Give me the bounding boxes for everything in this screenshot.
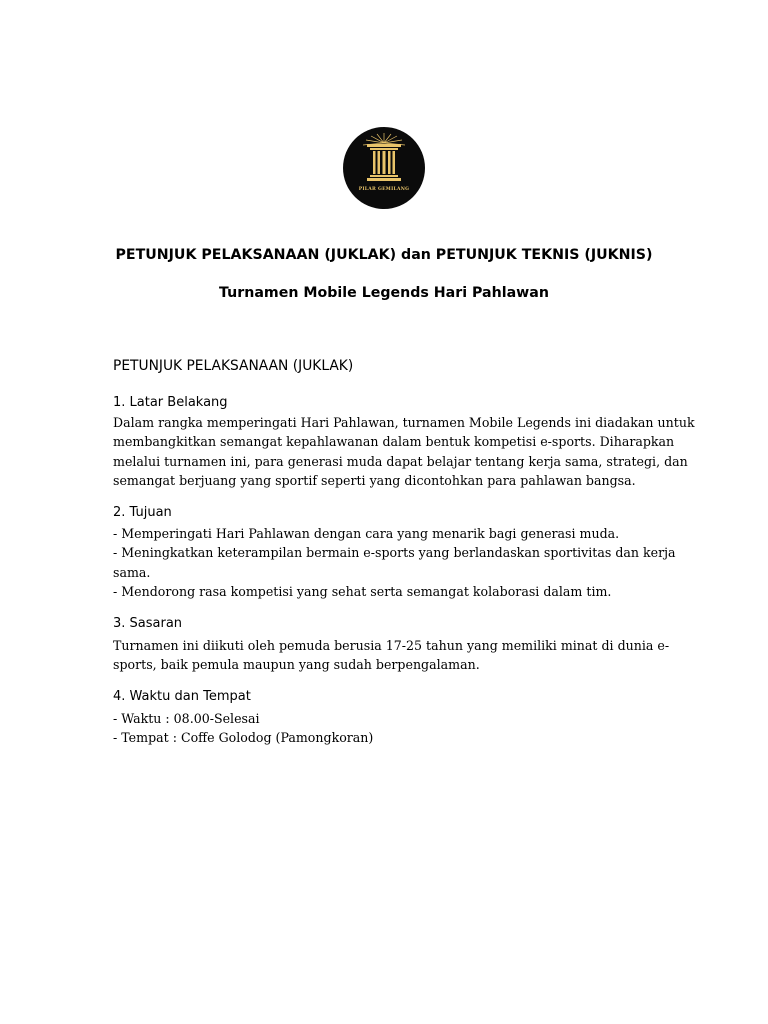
text-line: Dalam rangka memperingati Hari Pahlawan, turnamen Mobile Legends ini diadakan untuk [113, 415, 695, 430]
logo-text: PILAR GEMILANG [358, 187, 410, 192]
list-waktu-tempat [113, 709, 643, 748]
logo [343, 127, 425, 209]
text-line: - Waktu : 08.00-Selesai [113, 711, 260, 726]
text-line: membangkitkan semangat kepahlawanan dalam bentuk kompetisi e-sports. Diharapkan [113, 434, 675, 450]
document-title: PETUNJUK PELAKSANAAN (JUKLAK) dan PETUNJUK TEKNIS (JUKNIS) [115, 247, 653, 263]
text-line: sports, baik pemula maupun yang sudah berpengalaman. [113, 657, 480, 673]
text-line: melalui turnamen ini, para generasi muda dapat belajar tentang kerja sama, strategi, dan [113, 453, 688, 469]
list-tujuan [113, 524, 676, 602]
document-subtitle: Turnamen Mobile Legends Hari Pahlawan [219, 285, 549, 301]
section-heading: PETUNJUK PELAKSANAAN (JUKLAK) [113, 358, 354, 374]
heading-latar-belakang: 1. Latar Belakang [113, 395, 228, 410]
text-line: - Tempat : Coffe Golodog (Pamongkoran) [113, 730, 374, 746]
text-line: sama. [113, 564, 151, 580]
heading-tujuan: 2. Tujuan [113, 505, 172, 520]
paragraph-latar-belakang [113, 413, 695, 491]
heading-waktu-tempat: 4. Waktu dan Tempat [113, 689, 251, 704]
text-line: - Meningkatkan keterampilan bermain e-sports yang berlandaskan sportivitas dan kerja [113, 545, 676, 561]
text-line: Turnamen ini diikuti oleh pemuda berusia 17-25 tahun yang memiliki minat di dunia e- [113, 638, 670, 653]
text-line: semangat berjuang yang sportif seperti yang dicontohkan para pahlawan bangsa. [113, 473, 636, 489]
pillar-with-sunburst-icon [343, 127, 425, 209]
text-line: - Mendorong rasa kompetisi yang sehat serta semangat kolaborasi dalam tim. [113, 584, 612, 600]
heading-sasaran: 3. Sasaran [113, 616, 183, 631]
text-line: - Memperingati Hari Pahlawan dengan cara yang menarik bagi generasi muda. [113, 526, 620, 541]
paragraph-sasaran [113, 636, 670, 675]
